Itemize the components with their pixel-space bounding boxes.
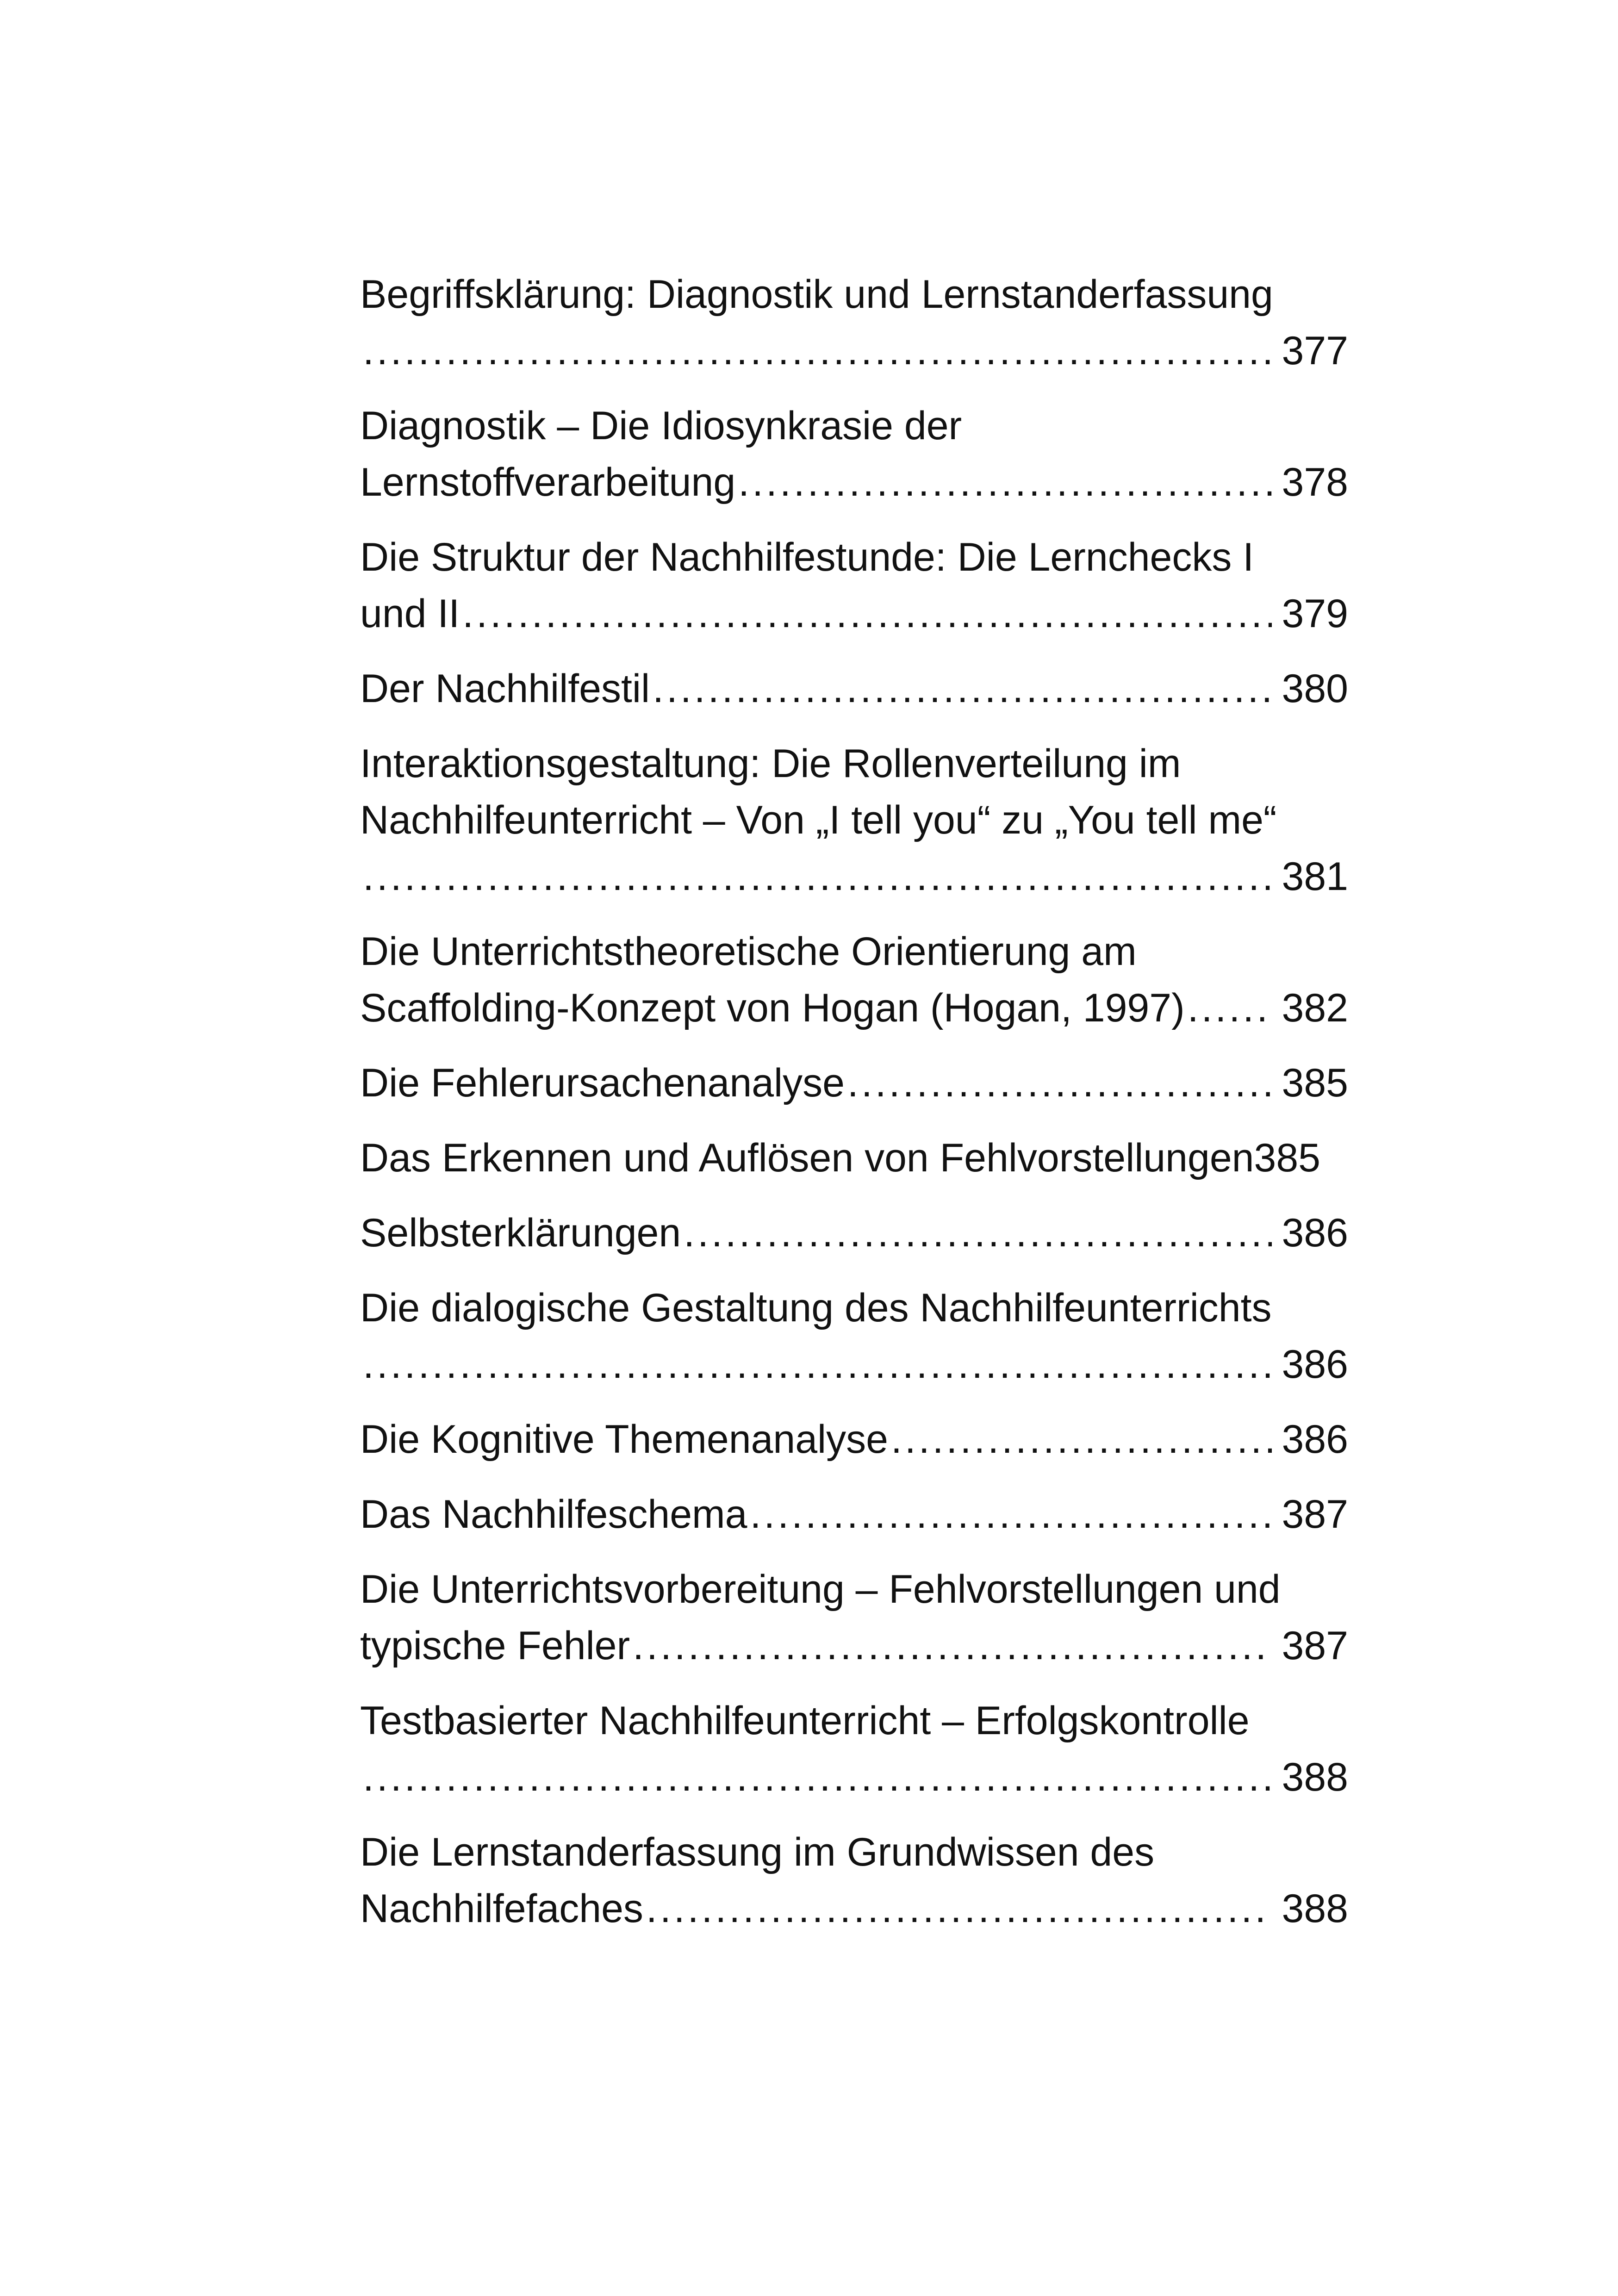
toc-entry-title: Die Unterrichtsvorbereitung – Fehlvorstellungen und	[360, 1567, 1281, 1612]
dot-leader	[363, 1336, 1272, 1393]
toc-entry[interactable]	[360, 660, 1348, 717]
toc-entry[interactable]	[360, 266, 1348, 379]
toc-entry-title: Interaktionsgestaltung: Die Rollenverteilung im	[360, 741, 1181, 786]
dot-leader	[891, 1411, 1272, 1468]
toc-entry-title: Lernstoffverarbeitung	[360, 460, 736, 504]
toc-entry-title: Die Struktur der Nachhilfestunde: Die Lernchecks I	[360, 535, 1254, 579]
toc-entry-title: Nachhilfeunterricht – Von „I tell you“ zu „You tell me“	[360, 798, 1277, 842]
toc-page-number: 387	[1282, 1624, 1348, 1668]
toc-entry-title: typische Fehler	[360, 1624, 630, 1668]
toc-page-number: 378	[1282, 460, 1348, 504]
dot-leader	[646, 1880, 1272, 1937]
toc-entry-title: Das Erkennen und Auflösen von Fehlvorstellungen	[360, 1136, 1254, 1180]
toc-page-number: 385	[1254, 1136, 1320, 1180]
toc-entry[interactable]	[360, 1561, 1348, 1674]
dot-leader	[633, 1618, 1271, 1674]
toc-entry-title: und II	[360, 591, 460, 636]
dot-leader	[363, 848, 1272, 905]
toc-entry[interactable]	[360, 1055, 1348, 1111]
toc-entry[interactable]	[360, 1486, 1348, 1543]
toc-entry-title: Die Lernstanderfassung im Grundwissen des	[360, 1830, 1155, 1874]
dot-leader	[653, 660, 1271, 717]
dot-leader	[1188, 980, 1272, 1036]
toc-entry[interactable]	[360, 735, 1348, 905]
toc-entry[interactable]	[360, 1692, 1348, 1805]
toc-entry[interactable]	[360, 1205, 1348, 1261]
dot-leader	[750, 1486, 1271, 1543]
toc-entry-title: Der Nachhilfestil	[360, 666, 650, 711]
toc-entry-title: Die Fehlerursachenanalyse	[360, 1061, 845, 1105]
dot-leader	[684, 1205, 1271, 1261]
toc-page-number: 388	[1282, 1886, 1348, 1931]
toc-entry-title: Selbsterklärungen	[360, 1211, 681, 1255]
toc-entry[interactable]	[360, 529, 1348, 642]
toc-page-number: 387	[1282, 1492, 1348, 1537]
toc-page-number: 386	[1282, 1417, 1348, 1462]
toc-entry[interactable]	[360, 1411, 1348, 1468]
table-of-contents	[360, 266, 1348, 1955]
dot-leader	[738, 454, 1271, 510]
dot-leader	[847, 1055, 1272, 1111]
toc-entry-title: Die Kognitive Themenanalyse	[360, 1417, 888, 1462]
toc-page-number: 388	[1282, 1755, 1348, 1799]
toc-page-number: 385	[1282, 1061, 1348, 1105]
toc-page-number: 386	[1282, 1342, 1348, 1387]
toc-page-number: 377	[1282, 329, 1348, 373]
toc-page-number: 386	[1282, 1211, 1348, 1255]
toc-entry[interactable]	[360, 398, 1348, 510]
toc-entry[interactable]	[360, 1280, 1348, 1393]
dot-leader	[363, 323, 1272, 379]
toc-entry[interactable]	[360, 1824, 1348, 1937]
toc-entry-title: Nachhilfefaches	[360, 1886, 643, 1931]
toc-page-number: 382	[1282, 986, 1348, 1030]
dot-leader	[462, 585, 1271, 642]
toc-entry-title: Diagnostik – Die Idiosynkrasie der	[360, 404, 962, 448]
toc-entry-title: Das Nachhilfeschema	[360, 1492, 747, 1537]
dot-leader	[363, 1749, 1272, 1805]
toc-entry-title: Die Unterrichtstheoretische Orientierung am	[360, 929, 1137, 974]
toc-entry[interactable]	[360, 1130, 1348, 1186]
toc-page-number: 380	[1282, 666, 1348, 711]
toc-page-number: 379	[1282, 591, 1348, 636]
toc-entry-title: Begriffsklärung: Diagnostik und Lernstanderfassung	[360, 272, 1273, 317]
toc-entry-title: Scaffolding-Konzept von Hogan (Hogan, 1997)	[360, 986, 1185, 1030]
toc-page-number: 381	[1282, 854, 1348, 899]
toc-entry-title: Testbasierter Nachhilfeunterricht – Erfolgskontrolle	[360, 1699, 1250, 1743]
toc-entry[interactable]	[360, 923, 1348, 1036]
toc-entry-title: Die dialogische Gestaltung des Nachhilfeunterrichts	[360, 1286, 1272, 1330]
